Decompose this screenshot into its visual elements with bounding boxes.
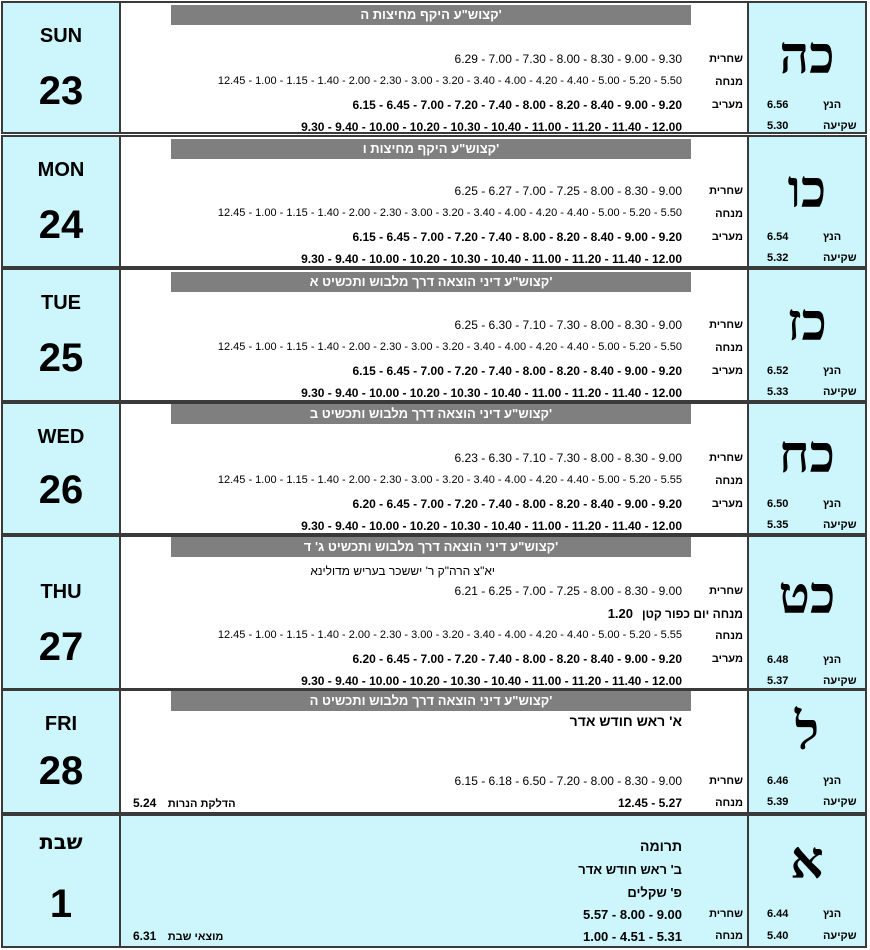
maariv-late-times: 9.30 - 9.40 - 10.00 - 10.20 - 10.30 - 10.40 - 11.00 - 11.20 - 11.40 - 12.00	[301, 519, 682, 533]
day-cell	[3, 404, 121, 533]
mincha-times: 12.45 - 1.00 - 1.15 - 1.40 - 2.00 - 2.30 - 3.00 - 3.20 - 3.40 - 4.00 - 4.20 - 4.40 - 5.00 - 5.20 - 5.50	[217, 75, 682, 87]
yom-kippur-katan-label: מנחה יום כפור קטן	[641, 607, 743, 621]
hebrew-date: כח	[778, 424, 836, 485]
day-cell	[3, 137, 121, 266]
netz-time: 6.56	[767, 99, 789, 111]
shkia-time: 5.35	[767, 519, 789, 531]
day-row-wed	[1, 402, 867, 535]
maariv-label: מעריב	[711, 498, 743, 510]
candle-lighting	[133, 796, 236, 810]
day-row-mon	[1, 135, 867, 268]
shacharis-label: שחרית	[709, 319, 743, 331]
day-cell	[3, 691, 121, 812]
shkia-time: 5.37	[767, 675, 789, 687]
shkia-time: 5.33	[767, 386, 789, 398]
shkia-label: שקיעה	[823, 930, 857, 942]
maariv-label: מעריב	[711, 653, 743, 665]
day-row-tue	[1, 268, 867, 402]
day-name: WED	[37, 426, 85, 448]
daily-study-banner: קצוש"ע היקף מחיצות ו'	[171, 139, 691, 159]
candle-lighting-time: 5.24	[133, 796, 157, 810]
maariv-times: 6.20 - 6.45 - 7.00 - 7.20 - 7.40 - 8.00 - 8.20 - 8.40 - 9.00 - 9.20	[352, 652, 682, 666]
hebrew-date-cell	[747, 404, 865, 533]
netz-label: הנץ	[823, 775, 842, 787]
shabbat-panel	[121, 816, 747, 946]
day-name: שבת	[39, 830, 83, 854]
shkia-label: שקיעה	[823, 796, 857, 808]
mincha-times: 1.00 - 4.51 - 5.31	[582, 929, 682, 944]
rosh-chodesh-note: א' ראש חודש אדר	[569, 713, 682, 729]
day-row-fri	[1, 689, 867, 814]
mincha-label: מנחה	[715, 930, 743, 942]
mincha-times: 12.45 - 1.00 - 1.15 - 1.40 - 2.00 - 2.30 - 3.00 - 3.20 - 3.40 - 4.00 - 4.20 - 4.40 - 5.00 - 5.20 - 5.55	[217, 629, 682, 641]
motzei-shabbat-time: 6.31	[133, 929, 157, 943]
netz-time: 6.44	[767, 908, 789, 920]
shacharis-times: 6.29 - 7.00 - 7.30 - 8.00 - 8.30 - 9.00 - 9.30	[454, 52, 682, 66]
netz-label: הנץ	[823, 654, 842, 666]
hebrew-date-cell	[747, 137, 865, 266]
maariv-times: 6.15 - 6.45 - 7.00 - 7.20 - 7.40 - 8.00 - 8.20 - 8.40 - 9.00 - 9.20	[352, 364, 682, 378]
mincha-times: 12.45 - 5.27	[617, 796, 682, 810]
shacharis-times: 5.57 - 8.00 - 9.00	[582, 907, 682, 922]
shacharis-times: 6.25 - 6.30 - 7.10 - 7.30 - 8.00 - 8.30 - 9.00	[454, 318, 682, 332]
shkia-time: 5.32	[767, 252, 789, 264]
day-cell	[3, 816, 121, 946]
motzei-shabbat-label: מוצאי שבת	[167, 931, 224, 943]
hebrew-date-cell	[747, 270, 865, 400]
mincha-label: מנחה	[715, 342, 743, 354]
maariv-times: 6.20 - 6.45 - 7.00 - 7.20 - 7.40 - 8.00 - 8.20 - 8.40 - 9.00 - 9.20	[352, 497, 682, 511]
shkia-label: שקיעה	[823, 120, 857, 132]
day-number: 23	[38, 69, 84, 113]
hebrew-date: כט	[778, 565, 836, 626]
hebrew-date: כה	[779, 25, 835, 86]
shkia-time: 5.40	[767, 930, 789, 942]
shacharis-label: שחרית	[709, 452, 743, 464]
maariv-late-times: 9.30 - 9.40 - 10.00 - 10.20 - 10.30 - 10.40 - 11.00 - 11.20 - 11.40 - 12.00	[301, 252, 682, 266]
netz-time: 6.52	[767, 365, 789, 377]
shkia-label: שקיעה	[823, 675, 857, 687]
maariv-late-times: 9.30 - 9.40 - 10.00 - 10.20 - 10.30 - 10.40 - 11.00 - 11.20 - 11.40 - 12.00	[301, 386, 682, 400]
day-name: MON	[37, 159, 85, 181]
day-row-thu	[1, 535, 867, 690]
day-number: 1	[49, 882, 73, 926]
day-number: 27	[38, 625, 84, 669]
shkia-label: שקיעה	[823, 386, 857, 398]
maariv-label: מעריב	[711, 99, 743, 111]
shacharis-times: 6.25 - 6.27 - 7.00 - 7.25 - 8.00 - 8.30 - 9.00	[454, 184, 682, 198]
candle-lighting-label: הדלקת הנרות	[167, 798, 236, 810]
hebrew-date-cell	[747, 3, 865, 132]
mincha-label: מנחה	[715, 630, 743, 642]
day-number: 24	[38, 203, 84, 247]
hebrew-date-cell	[747, 537, 865, 688]
mincha-label: מנחה	[715, 76, 743, 88]
daily-study-banner: קצוש"ע דיני הוצאה דרך מלבוש ותכשיט ה'	[171, 691, 691, 711]
yom-kippur-katan-time: 1.20	[607, 606, 633, 621]
shacharis-times: 6.23 - 6.30 - 7.10 - 7.30 - 8.00 - 8.30 - 9.00	[454, 451, 682, 465]
maariv-label: מעריב	[711, 231, 743, 243]
maariv-times: 6.15 - 6.45 - 7.00 - 7.20 - 7.40 - 8.00 - 8.20 - 8.40 - 9.00 - 9.20	[352, 230, 682, 244]
shacharis-label: שחרית	[709, 585, 743, 597]
maariv-late-times: 9.30 - 9.40 - 10.00 - 10.20 - 10.30 - 10.40 - 11.00 - 11.20 - 11.40 - 12.00	[301, 120, 682, 134]
motzei-shabbat	[133, 929, 223, 943]
day-cell	[3, 537, 121, 688]
hebrew-date: כז	[787, 292, 827, 353]
hebrew-date-cell	[747, 816, 865, 946]
mincha-label: מנחה	[715, 797, 743, 809]
shkia-time: 5.39	[767, 796, 789, 808]
hebrew-date: ל	[794, 701, 820, 762]
shacharis-times: 6.15 - 6.18 - 6.50 - 7.20 - 8.00 - 8.30 - 9.00	[454, 774, 682, 788]
shacharis-label: שחרית	[709, 53, 743, 65]
day-number: 26	[38, 468, 84, 512]
day-number: 28	[38, 749, 84, 793]
mincha-label: מנחה	[715, 475, 743, 487]
day-cell	[3, 3, 121, 132]
mincha-times: 12.45 - 1.00 - 1.15 - 1.40 - 2.00 - 2.30 - 3.00 - 3.20 - 3.40 - 4.00 - 4.20 - 4.40 - 5.00 - 5.20 - 5.50	[217, 207, 682, 219]
day-row-shabbat	[1, 814, 867, 948]
day-name: SUN	[39, 25, 83, 47]
shacharis-label: שחרית	[709, 908, 743, 920]
day-name: THU	[40, 581, 82, 603]
mincha-times: 12.45 - 1.00 - 1.15 - 1.40 - 2.00 - 2.30 - 3.00 - 3.20 - 3.40 - 4.00 - 4.20 - 4.40 - 5.00 - 5.20 - 5.50	[217, 341, 682, 353]
mincha-times: 12.45 - 1.00 - 1.15 - 1.40 - 2.00 - 2.30 - 3.00 - 3.20 - 3.40 - 4.00 - 4.20 - 4.40 - 5.00 - 5.20 - 5.55	[217, 474, 682, 486]
shacharis-times: 6.21 - 6.25 - 7.00 - 7.25 - 8.00 - 8.30 - 9.00	[454, 584, 682, 598]
day-number: 25	[38, 336, 84, 380]
shacharis-label: שחרית	[709, 185, 743, 197]
daily-study-banner: קצוש"ע דיני הוצאה דרך מלבוש ותכשיט ב'	[171, 404, 691, 424]
hebrew-date: א	[790, 830, 824, 891]
shkia-label: שקיעה	[823, 252, 857, 264]
day-cell	[3, 270, 121, 400]
shkia-label: שקיעה	[823, 519, 857, 531]
daily-study-banner: קצוש"ע דיני הוצאה דרך מלבוש ותכשיט ג' ד'	[171, 537, 691, 557]
netz-label: הנץ	[823, 99, 842, 111]
netz-label: הנץ	[823, 365, 842, 377]
netz-label: הנץ	[823, 908, 842, 920]
maariv-late-times: 9.30 - 9.40 - 10.00 - 10.20 - 10.30 - 10.40 - 11.00 - 11.20 - 11.40 - 12.00	[301, 674, 682, 688]
mincha-label: מנחה	[715, 208, 743, 220]
daily-study-banner: קצוש"ע דיני הוצאה דרך מלבוש ותכשיט א'	[171, 272, 691, 292]
day-name: FRI	[44, 713, 78, 735]
day-name: TUE	[41, 292, 81, 314]
rosh-chodesh-note: ב' ראש חודש אדר	[578, 862, 682, 877]
shacharis-label: שחרית	[709, 775, 743, 787]
netz-time: 6.50	[767, 498, 789, 510]
netz-time: 6.48	[767, 654, 789, 666]
yahrzeit-note: יא"צ הרה"ק ר' יששכר בעריש מדולינא	[310, 564, 495, 578]
maariv-times: 6.15 - 6.45 - 7.00 - 7.20 - 7.40 - 8.00 - 8.20 - 8.40 - 9.00 - 9.20	[352, 98, 682, 112]
day-row-sun	[1, 1, 867, 134]
shekalim-note: פ' שקלים	[627, 885, 682, 900]
parsha: תרומה	[640, 838, 682, 854]
hebrew-date-cell	[747, 691, 865, 812]
maariv-label: מעריב	[711, 365, 743, 377]
shkia-time: 5.30	[767, 120, 789, 132]
netz-time: 6.46	[767, 775, 789, 787]
netz-label: הנץ	[823, 498, 842, 510]
hebrew-date: כו	[787, 159, 827, 220]
netz-label: הנץ	[823, 231, 842, 243]
netz-time: 6.54	[767, 231, 789, 243]
daily-study-banner: קצוש"ע היקף מחיצות ה'	[171, 5, 691, 25]
